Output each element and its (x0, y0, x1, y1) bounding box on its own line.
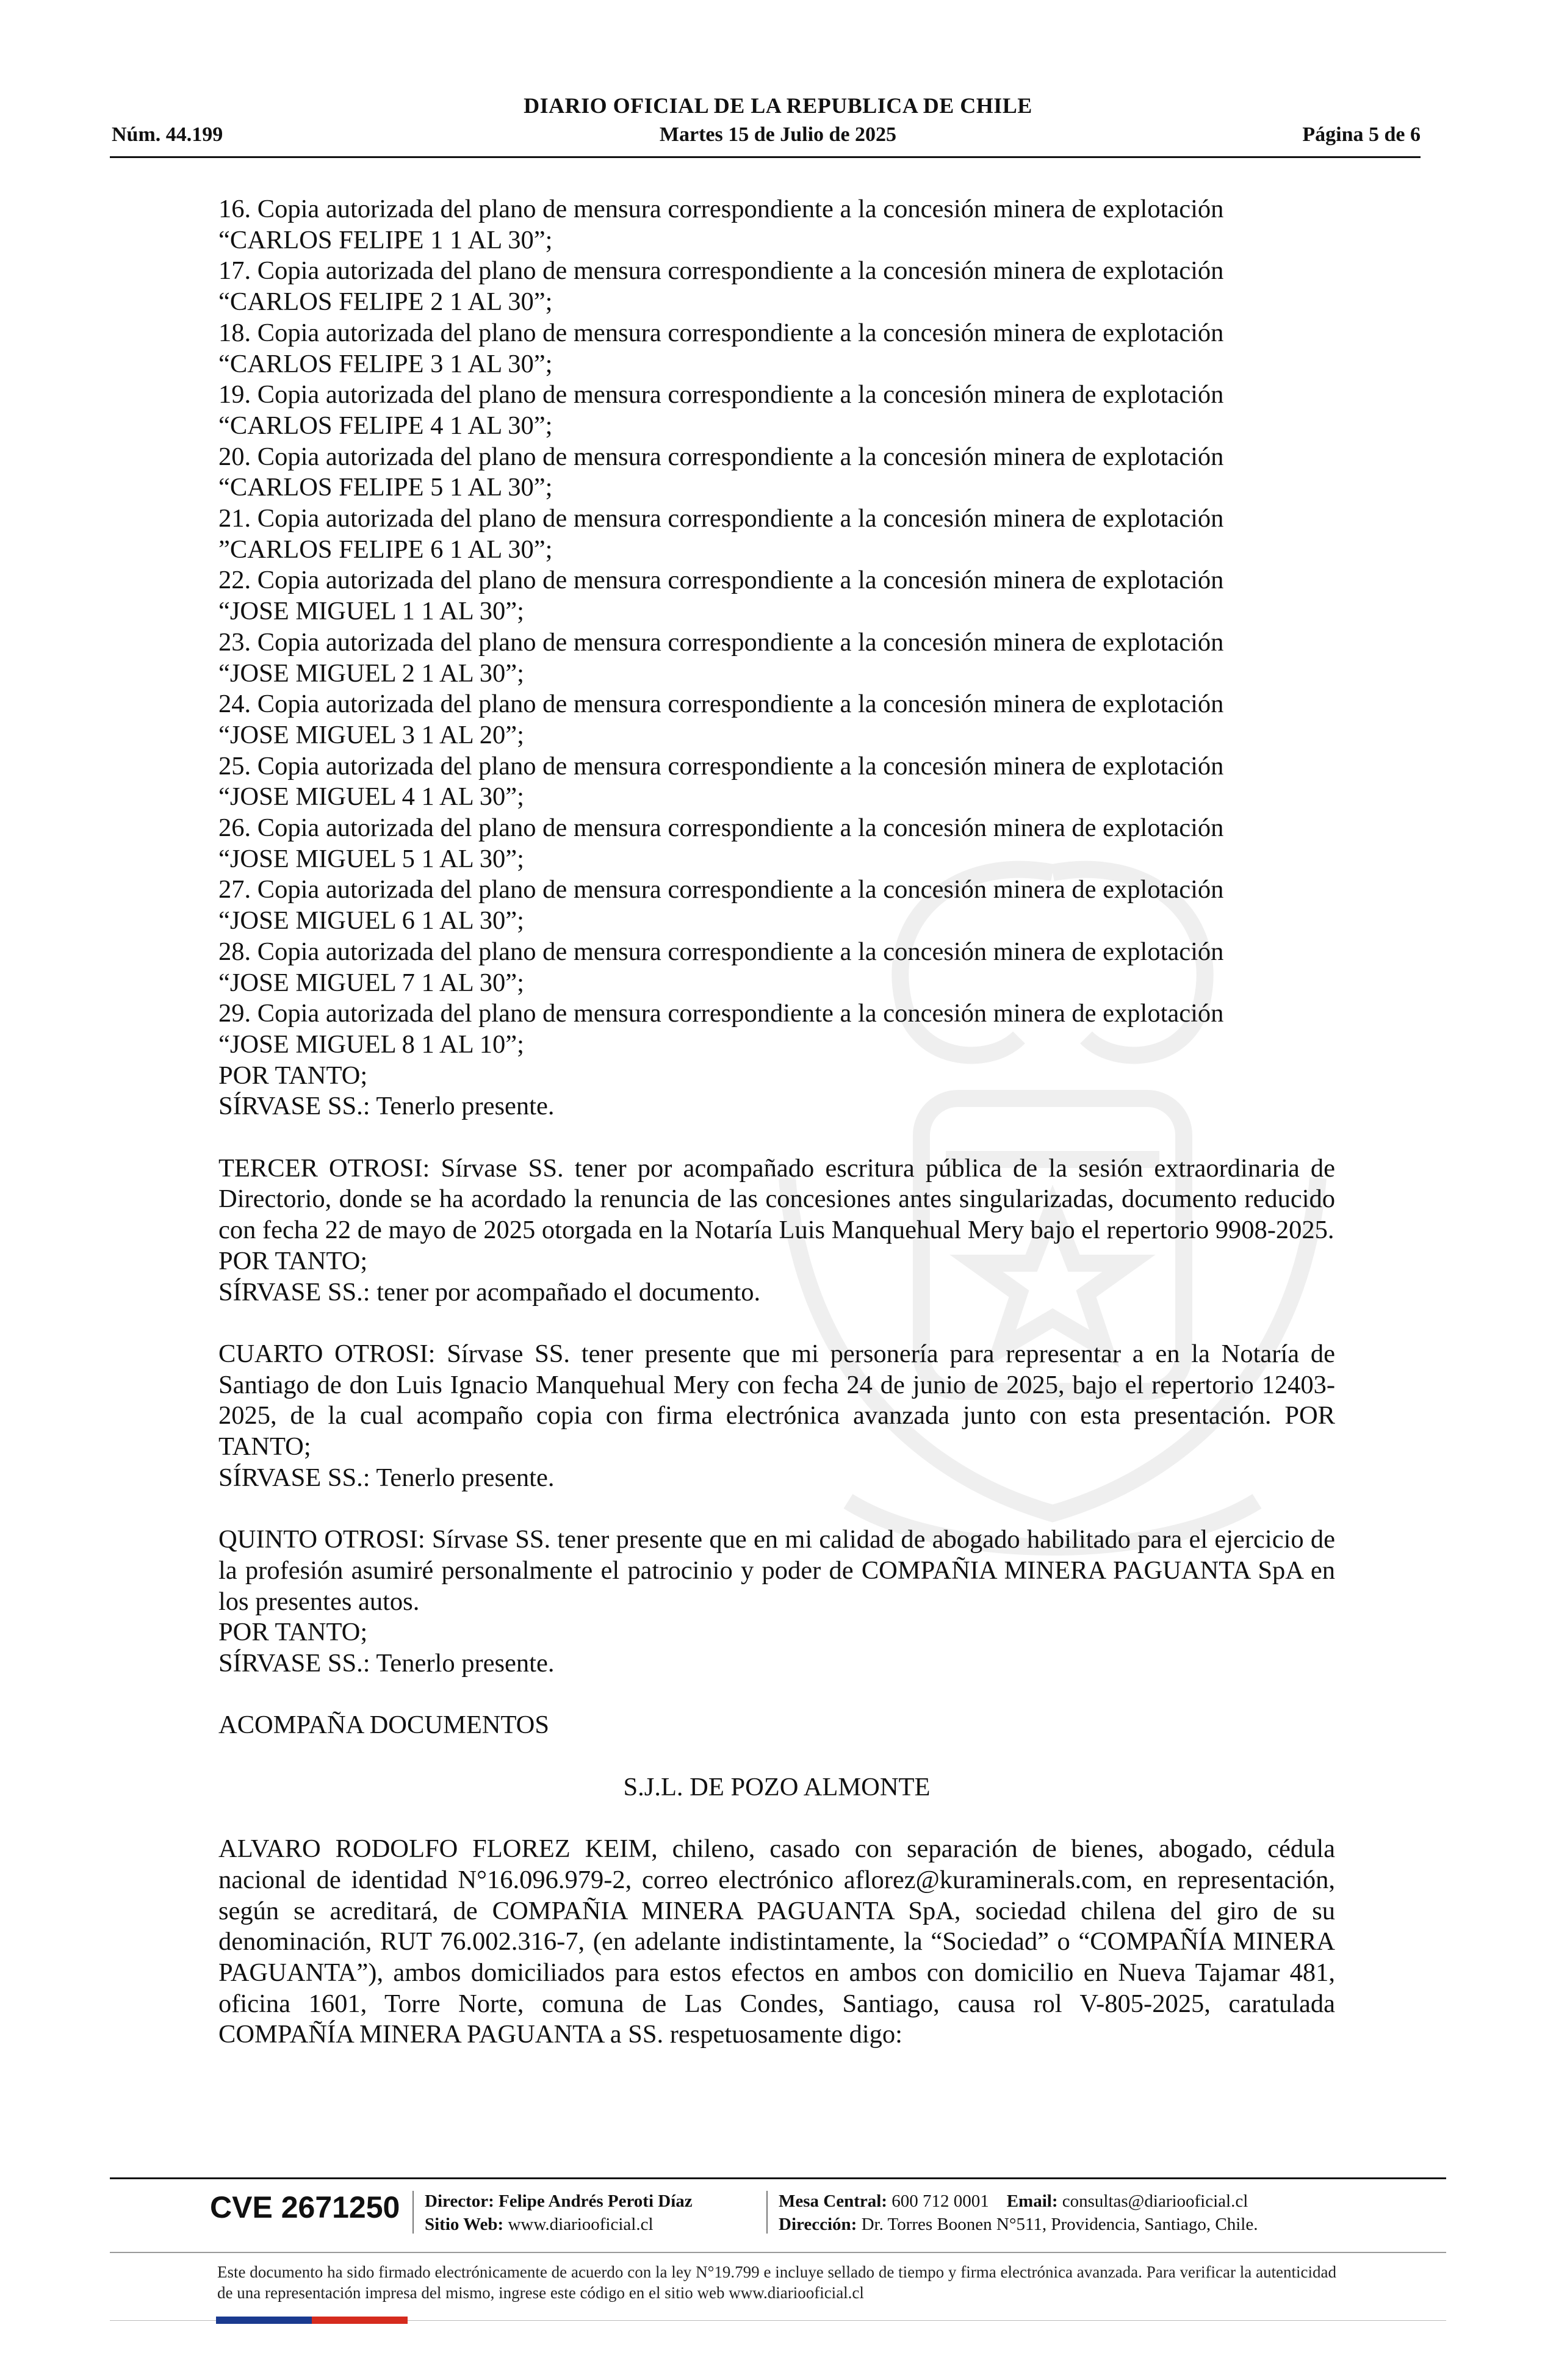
electronic-signature-note: Este documento ha sido firmado electrónicamente de acuerdo con la ley N°19.799 e incluye sellado de tiempo y firma electrónica avanzada. Para verificar la autenticidad de una representación impresa del mismo, ingrese este código en el sitio web www.diariooficial.cl (217, 2263, 1336, 2302)
body-line: “JOSE MIGUEL 2 1 AL 30”; (218, 658, 524, 688)
email-label: Email: (1006, 2191, 1058, 2211)
body-line: 25. Copia autorizada del plano de mensura correspondiente a la concesión minera de explotación (218, 751, 1224, 781)
body-line: “JOSE MIGUEL 1 1 AL 30”; (218, 597, 524, 626)
court-heading: S.J.L. DE POZO ALMONTE (623, 1772, 931, 1801)
flag-red-band (312, 2317, 408, 2324)
chile-flag-stripe (216, 2317, 408, 2324)
sirvase-line: SÍRVASE SS.: Tenerlo presente. (218, 1649, 555, 1678)
body-line: “JOSE MIGUEL 6 1 AL 30”; (218, 906, 524, 936)
body-line: “CARLOS FELIPE 1 1 AL 30”; (218, 225, 553, 254)
footer-contact-block (779, 2190, 1258, 2236)
sirvase-line: SÍRVASE SS.: tener por acompañado el documento. (218, 1277, 761, 1307)
page-number: Página 5 de 6 (1302, 123, 1421, 146)
mesa-label: Mesa Central: (779, 2191, 887, 2211)
petition-paragraph: ALVARO RODOLFO FLOREZ KEIM, chileno, casado con separación de bienes, abogado, cédula nacional de identidad N°16.096.979-2, correo electrónico aflorez@kuraminerals.com, en representación, según se acreditará, de COMPAÑIA MINERA PAGUANTA SpA, sociedad chilena del giro de su denominación, RUT 76.002.316-7, (en adelante indistintamente, la “Sociedad” o “COMPAÑÍA MINERA PAGUANTA”), ambos domiciliados para estos efectos en ambos con domicilio en Nueva Tajamar 481, oficina 1601, Torre Norte, comuna de Las Condes, Santiago, causa rol V-805-2025, caratulada COMPAÑÍA MINERA PAGUANTA a SS. respetuosamente digo: (218, 1834, 1335, 2049)
body-line: “JOSE MIGUEL 7 1 AL 30”; (218, 968, 524, 997)
document-body (218, 194, 1335, 2050)
issue-number: Núm. 44.199 (112, 123, 223, 146)
body-line: 23. Copia autorizada del plano de mensura correspondiente a la concesión minera de explotación (218, 627, 1224, 657)
body-line: 20. Copia autorizada del plano de mensura correspondiente a la concesión minera de explotación (218, 442, 1224, 471)
director-name: Felipe Andrés Peroti Díaz (499, 2191, 693, 2211)
footer-director-block (425, 2190, 693, 2236)
tercer-otrosi-paragraph: TERCER OTROSI: Sírvase SS. tener por acompañado escritura pública de la sesión extraordinaria de Directorio, donde se ha acordado la renuncia de las concesiones antes singularizadas, documento reducido con fecha 22 de mayo de 2025 otorgada en la Notaría Luis Manquehual Mery bajo el repertorio 9908-2025. (218, 1153, 1335, 1245)
body-line: 22. Copia autorizada del plano de mensura correspondiente a la concesión minera de explotación (218, 566, 1224, 595)
por-tanto-line: POR TANTO; (218, 1246, 368, 1275)
body-line: 28. Copia autorizada del plano de mensura correspondiente a la concesión minera de explotación (218, 937, 1224, 966)
address-label: Dirección: (779, 2215, 857, 2234)
body-line: 27. Copia autorizada del plano de mensura correspondiente a la concesión minera de explotación (218, 875, 1224, 904)
footer-divider (110, 2252, 1446, 2253)
body-line: 17. Copia autorizada del plano de mensura correspondiente a la concesión minera de explotación (218, 256, 1224, 286)
body-line: 21. Copia autorizada del plano de mensura correspondiente a la concesión minera de explotación (218, 504, 1224, 533)
footer-separator (766, 2191, 768, 2234)
body-line: 16. Copia autorizada del plano de mensura correspondiente a la concesión minera de explotación (218, 195, 1224, 223)
director-label: Director: (425, 2191, 494, 2211)
body-line: “CARLOS FELIPE 2 1 AL 30”; (218, 287, 553, 317)
body-line: “CARLOS FELIPE 4 1 AL 30”; (218, 411, 553, 440)
body-line: 18. Copia autorizada del plano de mensura correspondiente a la concesión minera de explotación (218, 318, 1224, 347)
sirvase-line: SÍRVASE SS.: Tenerlo presente. (218, 1463, 555, 1492)
body-line: “JOSE MIGUEL 5 1 AL 30”; (218, 844, 524, 873)
cuarto-otrosi-paragraph: CUARTO OTROSI: Sírvase SS. tener presente que mi personería para representar a en la Notaría de Santiago de don Luis Ignacio Manquehual Mery con fecha 24 de junio de 2025, bajo el repertorio 12403-2025, de la cual acompaño copia con firma electrónica avanzada junto con esta presentación. POR TANTO; (218, 1339, 1335, 1462)
address-value: Dr. Torres Boonen N°511, Providencia, Santiago, Chile. (861, 2215, 1258, 2234)
acompana-documentos-heading: ACOMPAÑA DOCUMENTOS (218, 1711, 549, 1740)
email-link[interactable]: consultas@diariooficial.cl (1062, 2191, 1248, 2211)
flag-blue-band (216, 2317, 312, 2324)
website-label: Sitio Web: (425, 2215, 504, 2234)
body-line: “CARLOS FELIPE 5 1 AL 30”; (218, 473, 553, 502)
body-line: “CARLOS FELIPE 3 1 AL 30”; (218, 349, 553, 378)
website-link[interactable]: www.diariooficial.cl (508, 2215, 654, 2234)
footer-divider (110, 2177, 1446, 2179)
body-line: SÍRVASE SS.: Tenerlo presente. (218, 1092, 555, 1121)
body-line: POR TANTO; (218, 1061, 368, 1090)
body-line: “JOSE MIGUEL 8 1 AL 10”; (218, 1030, 524, 1059)
por-tanto-line: POR TANTO; (218, 1618, 368, 1647)
mesa-phone: 600 712 0001 (891, 2191, 989, 2211)
cve-code: CVE 2671250 (210, 2190, 400, 2224)
newspaper-title: DIARIO OFICIAL DE LA REPUBLICA DE CHILE (524, 93, 1032, 118)
body-line: 24. Copia autorizada del plano de mensura correspondiente a la concesión minera de explotación (218, 690, 1224, 719)
body-line: 26. Copia autorizada del plano de mensura correspondiente a la concesión minera de explotación (218, 813, 1224, 843)
body-line: “JOSE MIGUEL 4 1 AL 30”; (218, 782, 524, 812)
body-line: 19. Copia autorizada del plano de mensura correspondiente a la concesión minera de explotación (218, 380, 1224, 409)
footer-separator (412, 2191, 414, 2234)
body-line: “JOSE MIGUEL 3 1 AL 20”; (218, 720, 524, 749)
body-line: 29. Copia autorizada del plano de mensura correspondiente a la concesión minera de explotación (218, 999, 1224, 1028)
quinto-otrosi-paragraph: QUINTO OTROSI: Sírvase SS. tener presente que en mi calidad de abogado habilitado para el ejercicio de la profesión asumiré personalmente el patrocinio y poder de COMPAÑIA MINERA PAGUANTA SpA en los presentes autos. (218, 1525, 1335, 1616)
issue-date: Martes 15 de Julio de 2025 (659, 123, 897, 146)
header-divider (110, 156, 1421, 158)
body-line: ”CARLOS FELIPE 6 1 AL 30”; (218, 535, 553, 564)
